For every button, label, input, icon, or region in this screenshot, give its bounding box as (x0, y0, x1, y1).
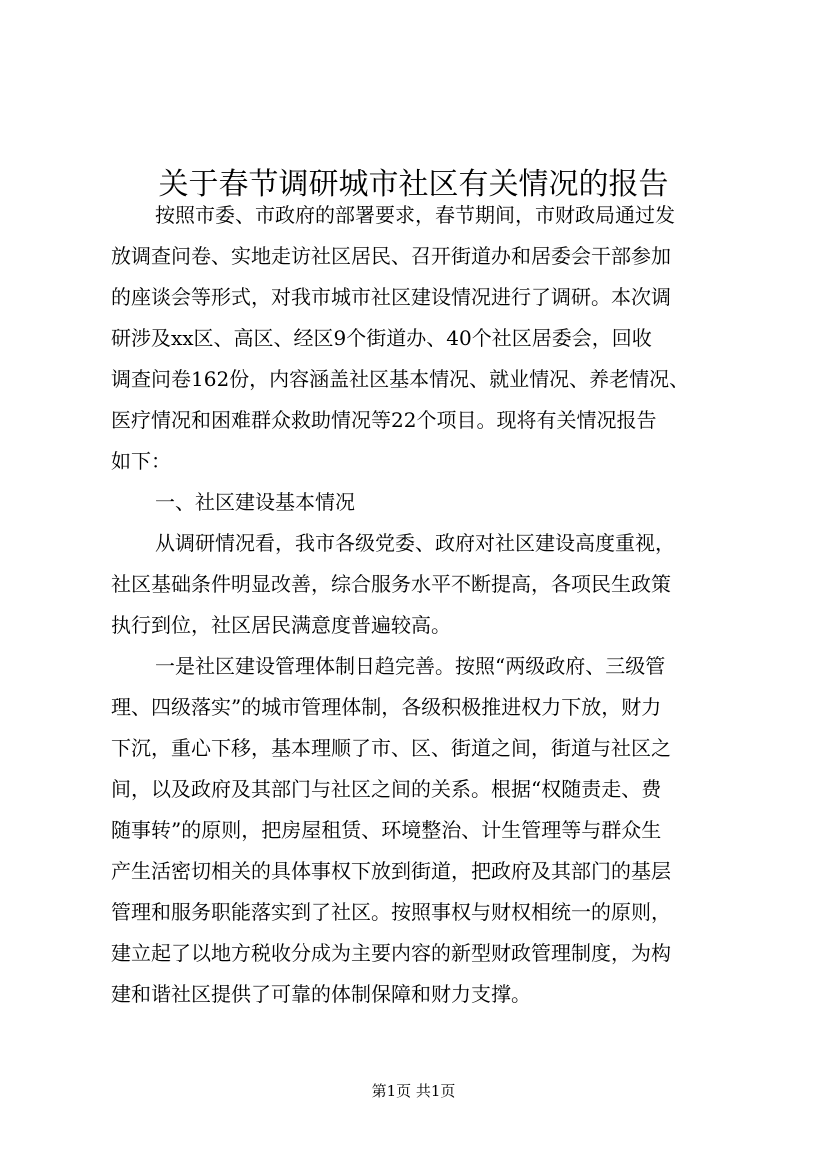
document-body (111, 195, 721, 1015)
paragraph-line: 医疗情况和困难群众救助情况等22个项目。现将有关情况报告 (111, 408, 657, 432)
paragraph-line: 产生活密切相关的具体事权下放到街道，把政府及其部门的基层 (111, 859, 671, 883)
document-title: 关于春节调研城市社区有关情况的报告 (158, 167, 669, 203)
paragraph-line: 随事转”的原则，把房屋租赁、环境整治、计生管理等与群众生 (111, 818, 662, 842)
paragraph-line: 社区基础条件明显改善，综合服务水平不断提高，各项民生政策 (111, 572, 671, 596)
paragraph-line: 按照市委、市政府的部署要求，春节期间，市财政局通过发 (155, 203, 675, 227)
paragraph-line: 调查问卷162份，内容涵盖社区基本情况、就业情况、养老情况、 (111, 367, 690, 391)
paragraph-line: 的座谈会等形式，对我市城市社区建设情况进行了调研。本次调 (111, 285, 671, 309)
paragraph-line: 一是社区建设管理体制日趋完善。按照“两级政府、三级管 (155, 654, 666, 678)
paragraph-line: 理、四级落实”的城市管理体制，各级积极推进权力下放，财力 (111, 695, 662, 719)
paragraph-line: 执行到位，社区居民满意度普遍较高。 (111, 613, 451, 637)
page-footer: 第1页 共1页 (371, 1082, 456, 1100)
paragraph-line: 建和谐社区提供了可靠的体制保障和财力支撑。 (111, 982, 531, 1006)
paragraph-line: 如下： (111, 449, 171, 473)
paragraph-line: 放调查问卷、实地走访社区居民、召开街道办和居委会干部参加 (111, 244, 671, 268)
section-heading: 一、社区建设基本情况 (155, 490, 355, 514)
paragraph-line: 管理和服务职能落实到了社区。按照事权与财权相统一的原则， (111, 900, 671, 924)
paragraph-line: 间，以及政府及其部门与社区之间的关系。根据“权随责走、费 (111, 777, 662, 801)
paragraph-line: 建立起了以地方税收分成为主要内容的新型财政管理制度，为构 (111, 941, 671, 965)
paragraph-line: 从调研情况看，我市各级党委、政府对社区建设高度重视， (155, 531, 675, 555)
paragraph-line: 下沉，重心下移，基本理顺了市、区、街道之间，街道与社区之 (111, 736, 671, 760)
paragraph-line: 研涉及xx区、高区、经区9个街道办、40个社区居委会，回收 (111, 326, 652, 350)
